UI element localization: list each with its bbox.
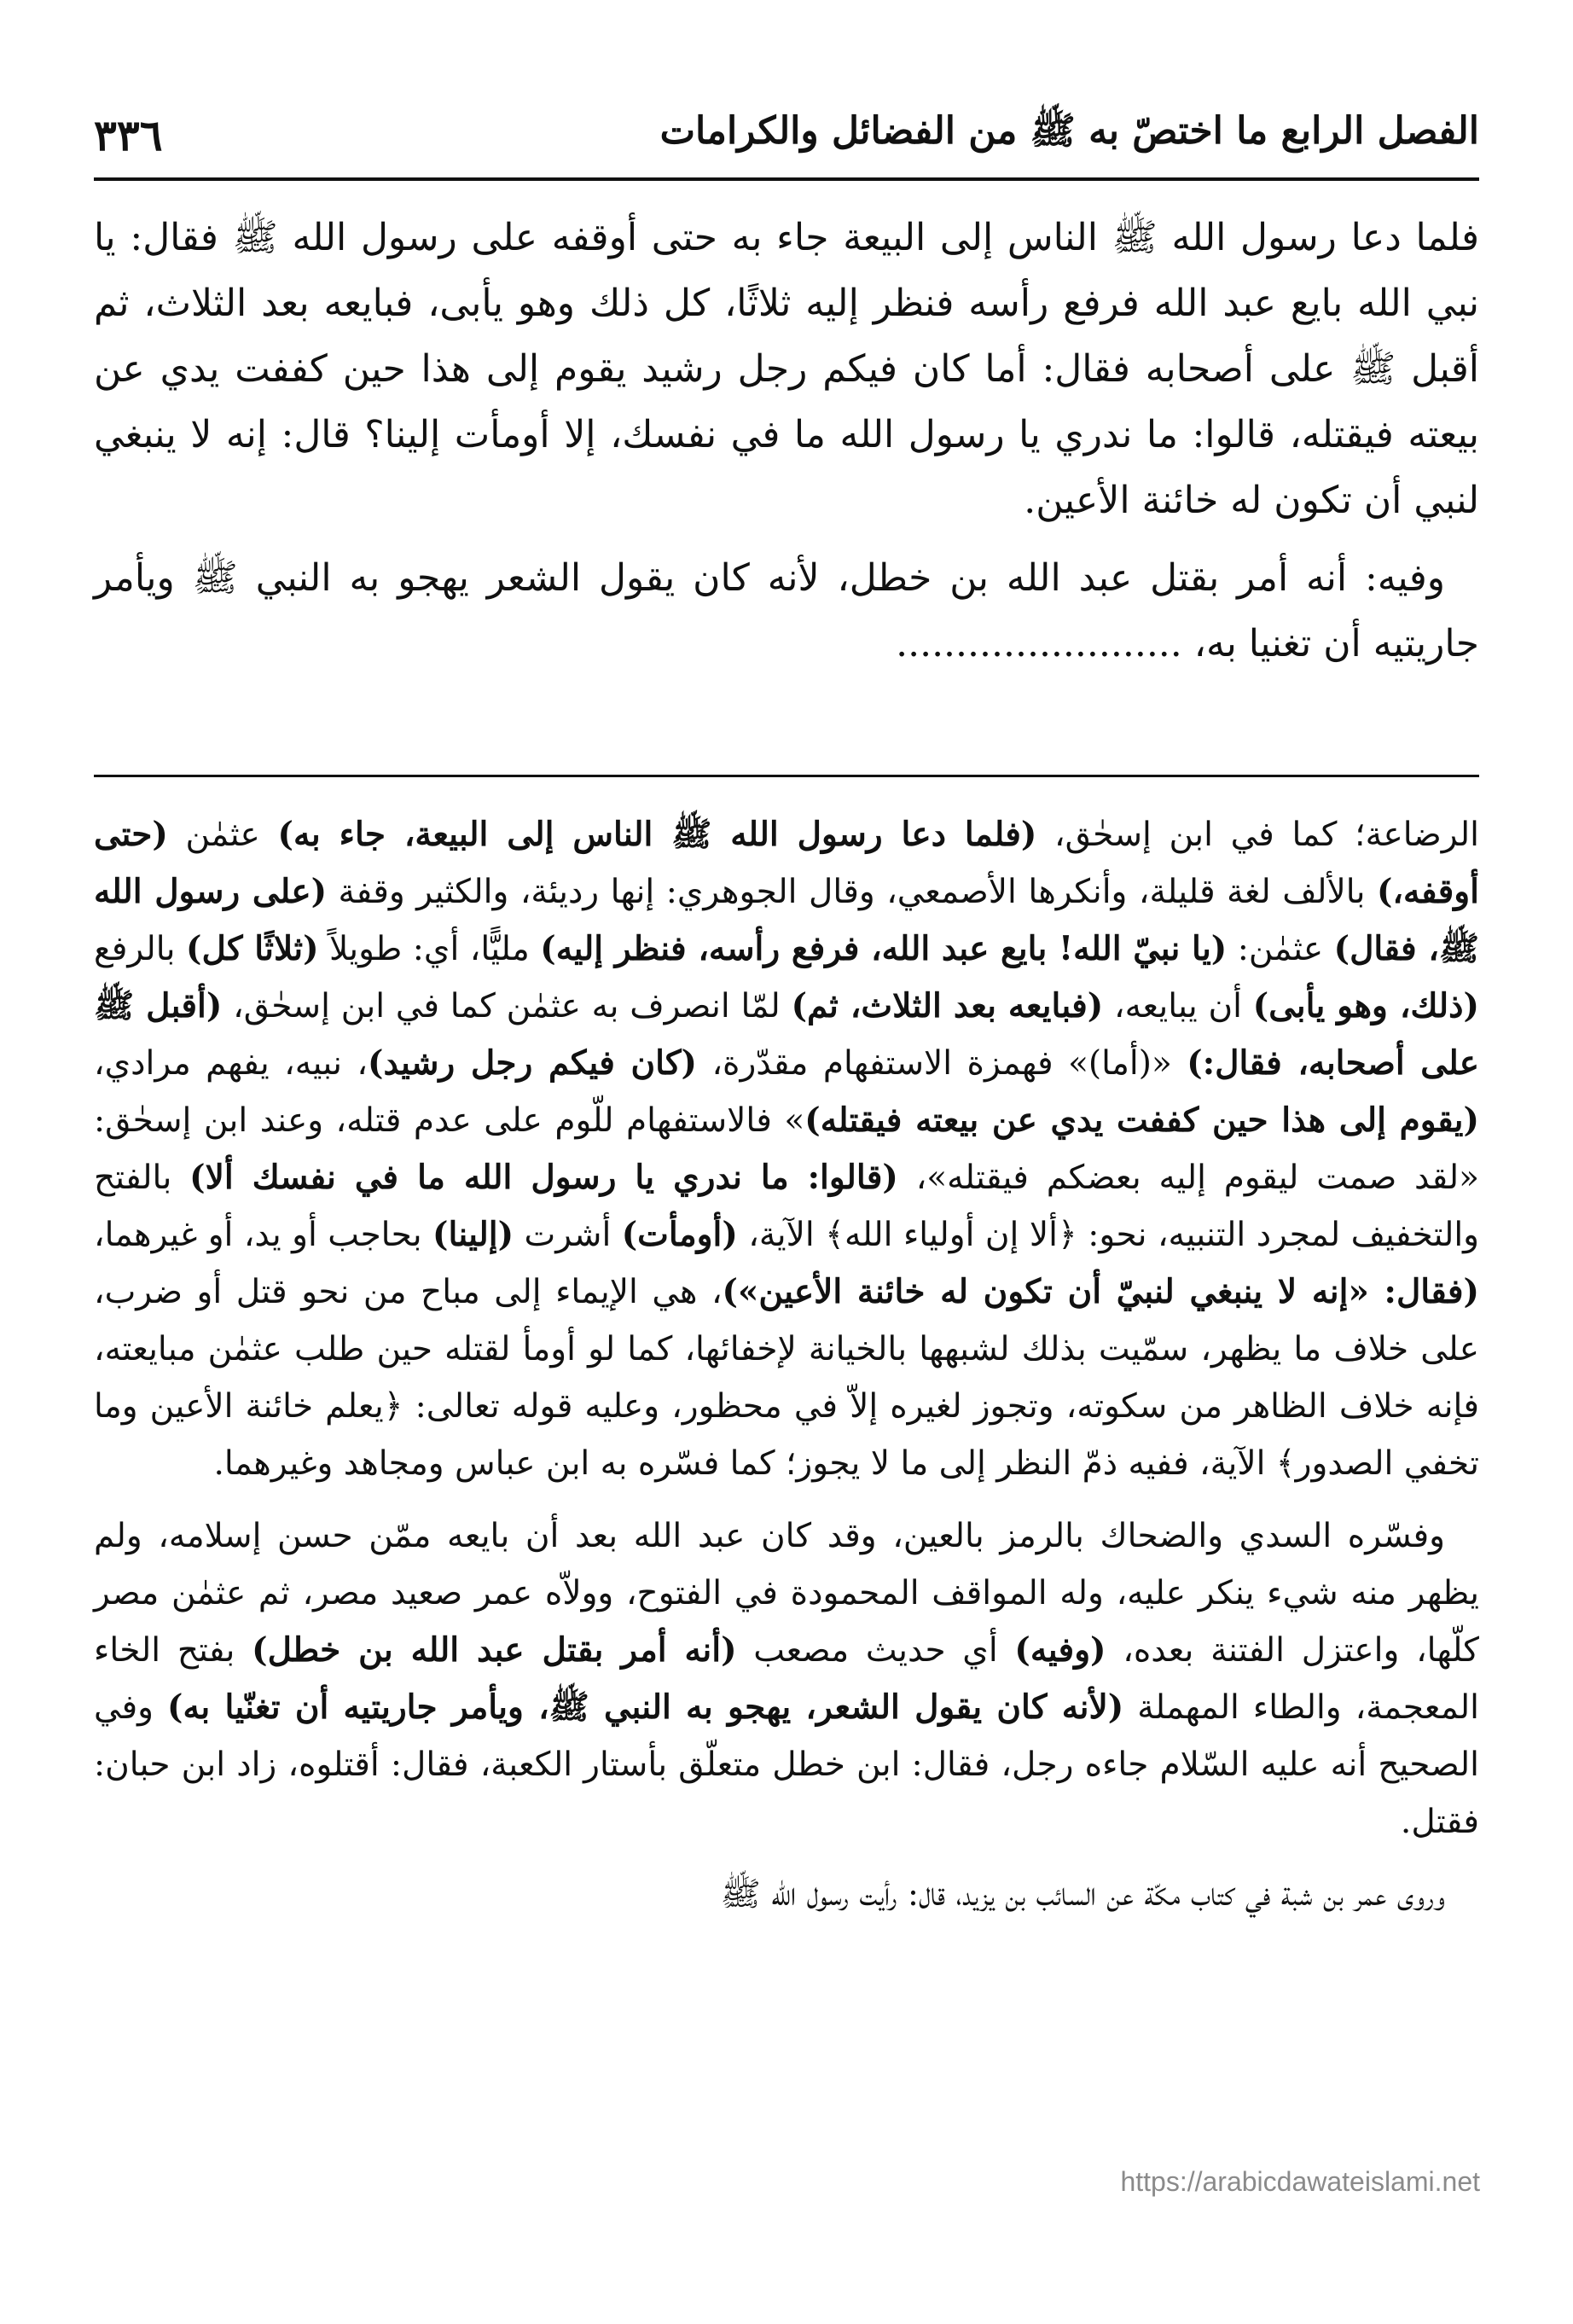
chapter-title: الفصل الرابع ما اختصّ به ﷺ من الفضائل والكرامات <box>659 109 1479 153</box>
commentary-paragraph <box>94 1508 1479 1850</box>
quoted-matn: (على رسول الله ﷺ، فقال) <box>94 872 1480 968</box>
section-divider <box>94 775 1479 777</box>
quoted-matn: (يا نبيّ الله! بايع عبد الله، فرفع رأسه، فنظر إليه) <box>540 929 1228 968</box>
commentary-text: مليًّا، أي: طويلاً <box>318 930 541 968</box>
main-paragraph: فلما دعا رسول الله ﷺ الناس إلى البيعة جاء به حتى أوقفه على رسول الله ﷺ فقال: يا نبي الله بايع عبد الله فرفع رأسه فنظر إليه ثلاثًا، كل ذلك وهو يأبى، فبايعه بعد الثلاث، ثم أقبل ﷺ على أصحابه فقال: أما كان فيكم رجل رشيد يقوم إلى هذا حين كففت يدي عن بيعته فيقتله، قالوا: ما ندري يا رسول الله ما في نفسك، إلا أومأت إلينا؟ قال: إنه لا ينبغي لنبي أن تكون له خائنة الأعين. <box>94 216 1479 522</box>
commentary-text: بالفتح والتخفيف لمجرد التنبيه، نحو: ﴿ألا إن أولياء الله﴾ الآية، <box>94 1159 1479 1254</box>
commentary-text: أشرت <box>514 1216 622 1254</box>
commentary-text: عثمٰن: <box>1227 930 1334 968</box>
commentary-text: «(أما)» فهمزة الاستفهام مقدّرة، <box>697 1044 1187 1083</box>
quoted-matn: (لأنه كان يقول الشعر، يهجو به النبي ﷺ، ويأمر جاريتيه أن تغنّيا به) <box>167 1688 1124 1727</box>
commentary-text: ، نبيه، يفهم مرادي، <box>94 1044 369 1083</box>
commentary-text: بحاجب أو يد، أو غيرهما، <box>94 1216 433 1254</box>
commentary-text: أي حديث مصعب <box>736 1631 1015 1670</box>
commentary-text: ، هي الإيماء إلى مباح من نحو قتل أو ضرب، على خلاف ما يظهر، سمّيت بذلك لشبهها بالخيانة لإخفائها، كما لو أومأ لقتله حين طلب عثمٰن مبايعته، فإنه خلاف الظاهر من سكوته، وتجوز لغيره إلاّ في محظور، وعليه قوله تعالى: ﴿يعلم خائنة الأعين وما تخفي الصدور﴾ الآية، ففيه ذمّ النظر إلى ما لا يجوز؛ كما فسّره به ابن عباس ومجاهد وغيرهما. <box>94 1273 1479 1483</box>
quoted-matn: (ثلاثًا كل) <box>186 929 319 968</box>
commentary-text: بفتح الخاء المعجمة، والطاء المهملة <box>94 1631 1479 1727</box>
ellipsis: ........................ <box>896 622 1182 665</box>
quoted-matn: (أقبل ﷺ على أصحابه، فقال:) <box>94 986 1479 1083</box>
header-rule <box>94 177 1479 181</box>
running-header <box>94 101 1479 169</box>
commentary-text: » فالاستفهام للّوم على عدم قتله، وعند ابن إسحٰق: «لقد صمت ليقوم إليه بعضكم فيقتله»، <box>94 1101 1479 1197</box>
commentary-text: وفسّره السدي والضحاك بالرمز بالعين، وقد كان عبد الله بعد أن بايعه ممّن حسن إسلامه، ولم يظهر منه شيء ينكر عليه، وله المواقف المحمودة في الفتوح، وولاّه عمر صعيد مصر، ثم عثمٰن مصر كلّها، واعتزل الفتنة بعده، <box>94 1517 1479 1670</box>
commentary-text: وفي الصحيح أنه عليه السّلام جاءه رجل، فقال: ابن خطل متعلّق بأستار الكعبة، فقال: أقتلوه، زاد ابن حبان: فقتل. <box>94 1688 1479 1841</box>
commentary-text: أن يبايعه، <box>1103 987 1253 1025</box>
quoted-matn: (حتى أوقفه،) <box>94 815 1479 911</box>
commentary-paragraph <box>94 1866 1479 1923</box>
main-paragraph-text: وفيه: أنه أمر بقتل عبد الله بن خطل، لأنه كان يقول الشعر يهجو به النبي ﷺ ويأمر جاريتيه أن تغنيا به، <box>94 556 1479 665</box>
commentary-text: لمّا انصرف به عثمٰن كما في ابن إسحٰق، <box>222 987 792 1025</box>
quoted-matn: (وفيه) <box>1014 1630 1106 1670</box>
main-paragraph <box>94 545 1479 677</box>
quoted-matn: (إلينا) <box>432 1215 514 1254</box>
quoted-matn: (أومأت) <box>621 1215 738 1254</box>
quoted-matn: (قالوا: ما ندري يا رسول الله ما في نفسك ألا) <box>189 1158 898 1197</box>
quoted-matn: (كان فيكم رجل رشيد) <box>368 1043 698 1083</box>
commentary-text: بالرفع <box>94 930 187 968</box>
commentary-paragraph <box>94 806 1479 1492</box>
quoted-matn: (يقوم إلى هذا حين كففت يدي عن بيعته فيقتله) <box>804 1101 1479 1140</box>
quoted-matn: (فقال: «إنه لا ينبغي لنبيّ أن تكون له خائنة الأعين») <box>722 1272 1479 1311</box>
watermark-url: https://arabicdawateislami.net <box>1120 2166 1480 2197</box>
commentary-text: وروى عمر بن شبة في كتاب مكّة عن السائب بن يزيد، قال: رأيت رسول الله ﷺ <box>720 1875 1445 1914</box>
quoted-matn: (فبايعه بعد الثلاث، ثم) <box>791 986 1104 1025</box>
commentary <box>94 806 1479 1923</box>
quoted-matn: (أنه أمر بقتل عبد الله بن خطل) <box>252 1630 737 1670</box>
commentary-text: الرضاعة؛ كما في ابن إسحٰق، <box>1036 816 1479 854</box>
main-text <box>94 205 1479 677</box>
quoted-matn: (فلما دعا رسول الله ﷺ الناس إلى البيعة، جاء به) <box>277 815 1037 854</box>
page-number: ٣٣٦ <box>94 109 163 160</box>
commentary-text: عثمٰن <box>167 816 278 854</box>
quoted-matn: (ذلك، وهو يأبى) <box>1252 986 1479 1025</box>
commentary-text: بالألف لغة قليلة، وأنكرها الأصمعي، وقال الجوهري: إنها رديئة، والكثير وقفة <box>327 873 1377 911</box>
